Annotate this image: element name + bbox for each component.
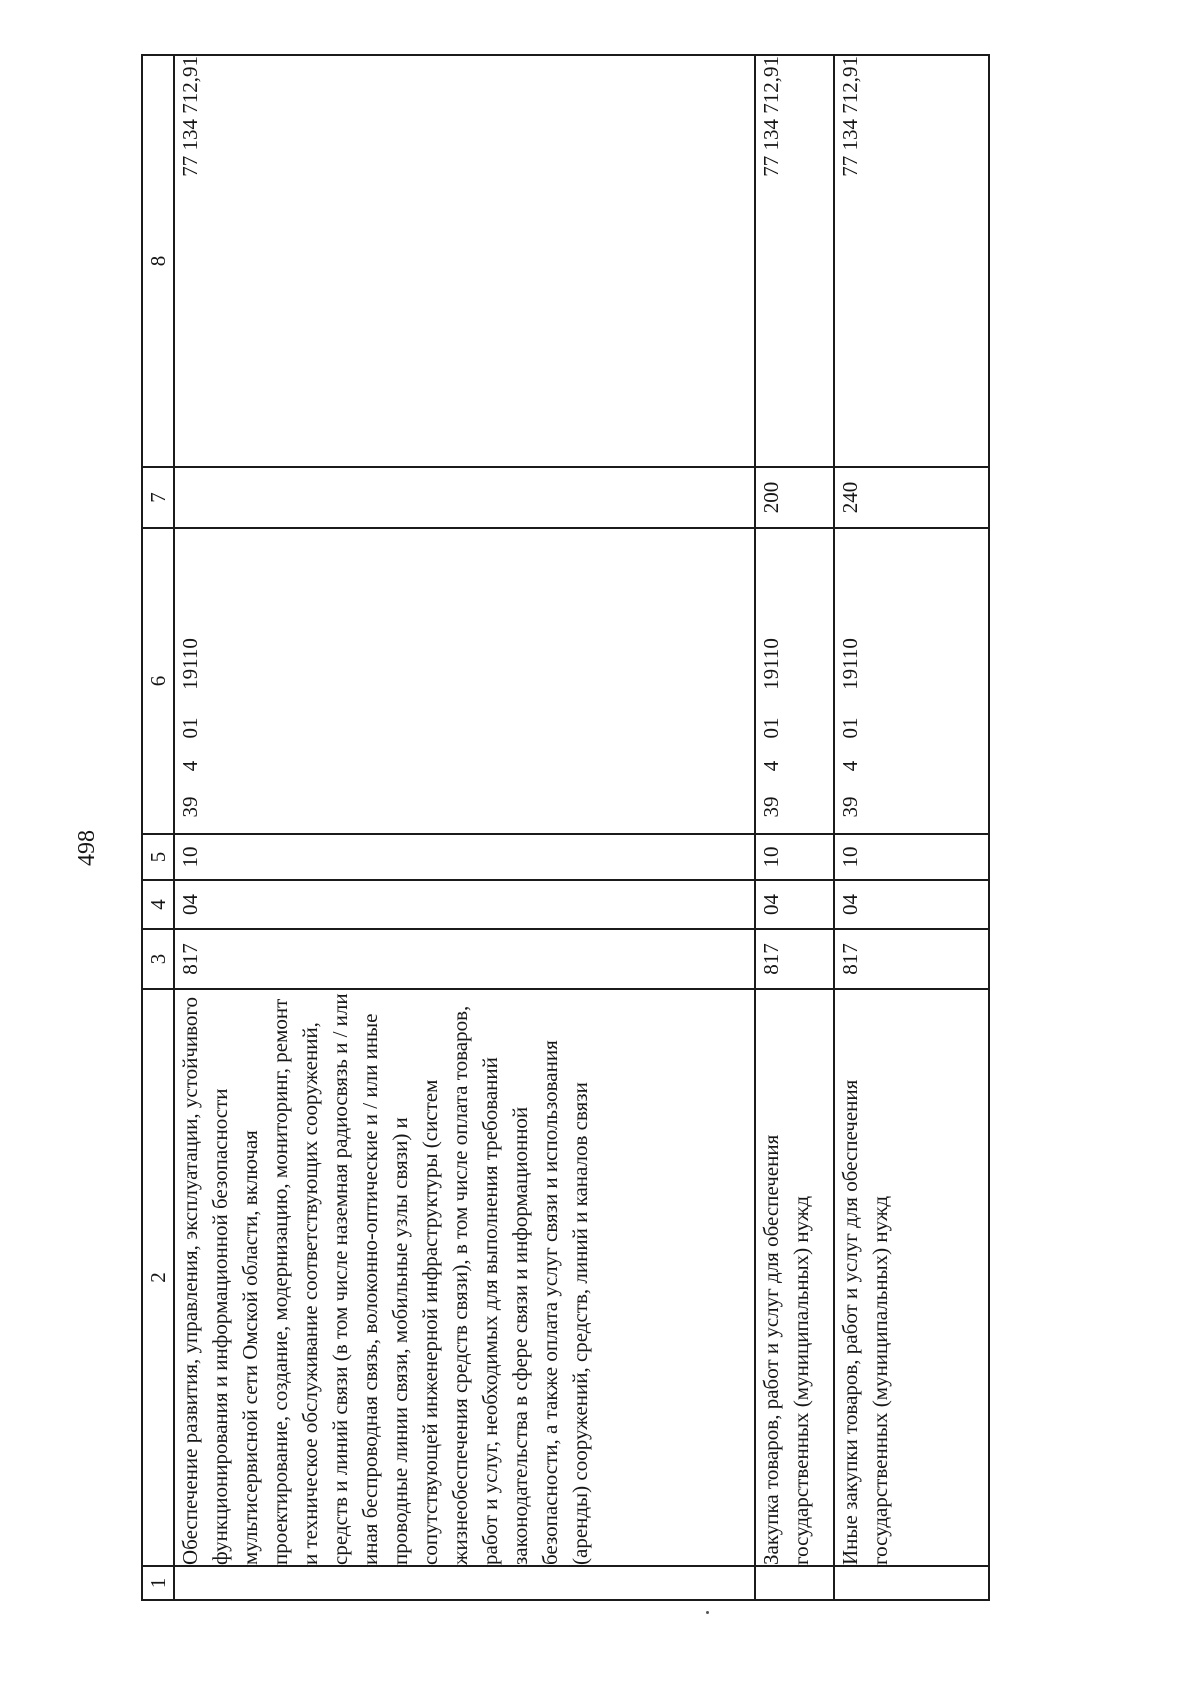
target-code-part: 4 (838, 760, 863, 772)
column-header: 6 (142, 528, 174, 834)
target-code-part: 39 (178, 796, 203, 818)
rotated-table-container (141, 56, 990, 1601)
amount-cell: 77 134 712,91 (174, 55, 755, 467)
column-header: 2 (142, 989, 174, 1566)
section-code-cell: 04 (834, 880, 989, 929)
column-header: 7 (142, 467, 174, 528)
amount-cell: 77 134 712,91 (755, 55, 834, 467)
column-header: 4 (142, 880, 174, 929)
ministry-code-cell: 817 (174, 929, 755, 989)
row-number-cell (755, 1566, 834, 1600)
header-row (142, 55, 174, 1600)
target-code-part: 4 (178, 760, 203, 772)
expense-type-cell: 200 (755, 467, 834, 528)
scan-speck (706, 1611, 709, 1614)
target-code-part: 19110 (838, 638, 863, 690)
column-header: 3 (142, 929, 174, 989)
expense-type-cell: 240 (834, 467, 989, 528)
row-number-cell (834, 1566, 989, 1600)
row-number-cell (174, 1566, 755, 1600)
ministry-code-cell: 817 (834, 929, 989, 989)
budget-table (141, 54, 990, 1601)
column-header: 5 (142, 834, 174, 880)
ministry-code-cell: 817 (755, 929, 834, 989)
section-code-cell: 04 (174, 880, 755, 929)
expense-name-cell: Иные закупки товаров, работ и услуг для обеспечения государственных (муниципальных) нужд (834, 989, 989, 1566)
expense-type-cell (174, 467, 755, 528)
column-header: 8 (142, 55, 174, 467)
section-code-cell: 04 (755, 880, 834, 929)
target-code-part: 4 (758, 760, 783, 772)
subsection-code-cell: 10 (834, 834, 989, 880)
amount-cell: 77 134 712,91 (834, 55, 989, 467)
target-code-part: 01 (178, 717, 203, 739)
page-number: 498 (74, 830, 100, 866)
column-header: 1 (142, 1566, 174, 1600)
expense-name-cell: Закупка товаров, работ и услуг для обеспечения государственных (муниципальных) нужд (755, 989, 834, 1566)
expense-name-cell: Обеспечение развития, управления, эксплуатации, устойчивого функционирования и информационной безопасности мультисервисной сети Омской области, включая проектирование, создание, модернизацию, мониторинг, ремонт и техническое обслуживание соответствующих сооружений, средств и линий связи (в том числе наземная радиосвязь и / или иная беспроводная связь, волоконно-оптические и / или иные проводные линии связи, мобильные узлы связи) и сопутствующей инженерной инфраструктуры (систем жизнеобеспечения средств связи), в том числе оплата товаров, работ и услуг, необходимых для выполнения требований законодательства в сфере связи и информационной безопасности, а также оплата услуг связи и использования (аренды) сооружений, средств, линий и каналов связи (174, 989, 755, 1566)
target-code-part: 01 (838, 717, 863, 739)
subsection-code-cell: 10 (174, 834, 755, 880)
target-article-cell (834, 528, 989, 834)
table-row (174, 55, 755, 1600)
table-row (834, 55, 989, 1600)
target-article-cell (174, 528, 755, 834)
target-article-cell (755, 528, 834, 834)
target-code-part: 39 (838, 796, 863, 818)
target-code-part: 19110 (758, 638, 783, 690)
subsection-code-cell: 10 (755, 834, 834, 880)
target-code-part: 19110 (178, 638, 203, 690)
target-code-part: 01 (758, 717, 783, 739)
table-row (755, 55, 834, 1600)
target-code-part: 39 (758, 796, 783, 818)
